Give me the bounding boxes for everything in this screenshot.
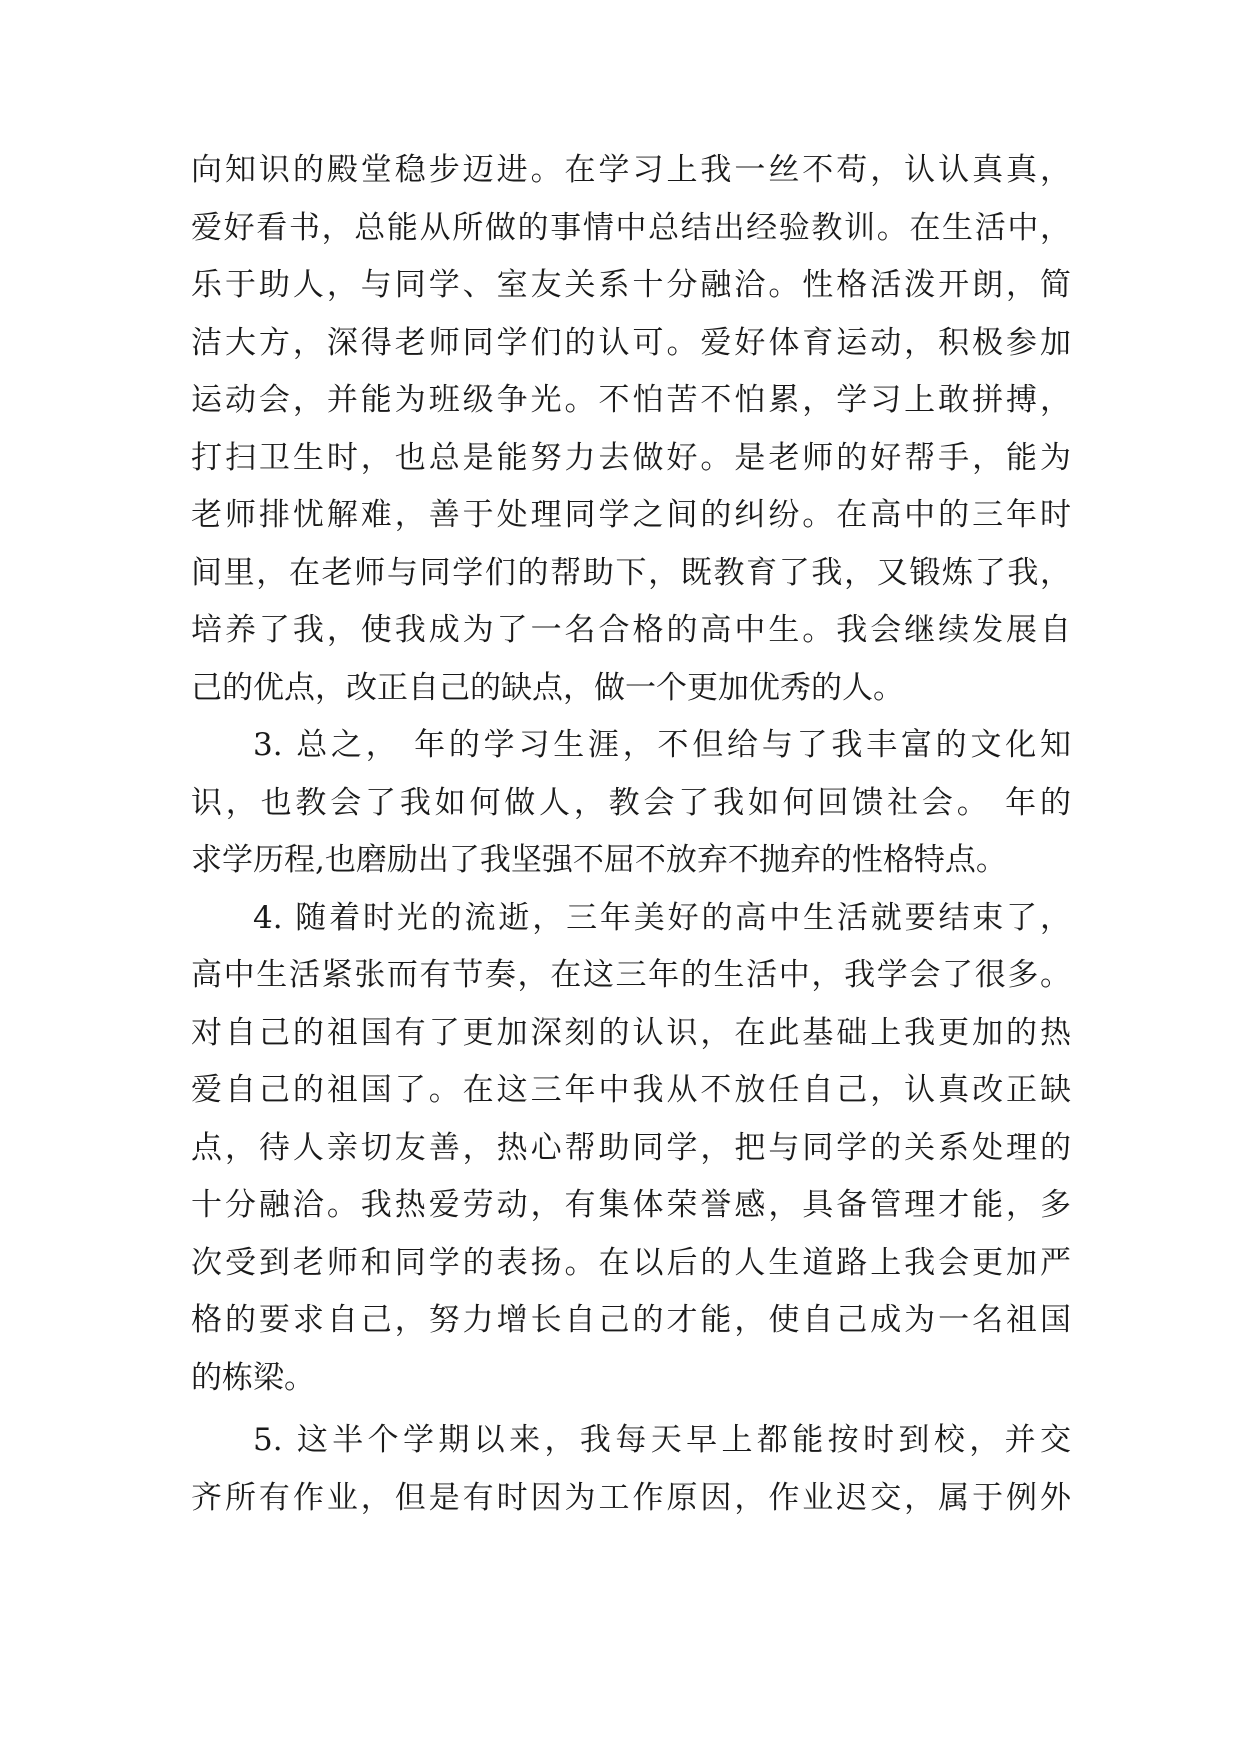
paragraph-3 — [191, 717, 1071, 890]
paragraph-4 — [191, 890, 1071, 1408]
text-line: 5. 这半个学期以来，我每天早上都能按时到校，并交 — [253, 1422, 1071, 1458]
text-line: 向知识的殿堂稳步迈进。在学习上我一丝不苟，认认真真， — [191, 152, 1071, 188]
text-line: 十分融洽。我热爱劳动，有集体荣誉感，具备管理才能，多 — [191, 1187, 1071, 1223]
text-line: 爱好看书，总能从所做的事情中总结出经验教训。在生活中， — [191, 209, 1071, 246]
text-line: 高中生活紧张而有节奏，在这三年的生活中，我学会了很多。 — [191, 957, 1071, 993]
text-line: 3. 总之， 年的学习生涯，不但给与了我丰富的文化知 — [253, 727, 1071, 763]
text-line: 点，待人亲切友善，热心帮助同学，把与同学的关系处理的 — [191, 1129, 1071, 1166]
text-line: 识，也教会了我如何做人，教会了我如何回馈社会。 年的 — [191, 784, 1071, 821]
text-line: 齐所有作业，但是有时因为工作原因，作业迟交，属于例外 — [191, 1479, 1071, 1516]
text-line: 培养了我，使我成为了一名合格的高中生。我会继续发展自 — [191, 612, 1071, 648]
text-line: 运动会，并能为班级争光。不怕苦不怕累，学习上敢拼搏， — [191, 382, 1071, 418]
text-line: 格的要求自己，努力增长自己的才能，使自己成为一名祖国 — [191, 1302, 1071, 1338]
paragraph-continuation — [191, 142, 1071, 717]
text-line: 求学历程,也磨励出了我坚强不屈不放弃不抛弃的性格特点。 — [191, 842, 1007, 878]
paragraph-5 — [191, 1412, 1071, 1527]
text-line: 己的优点，改正自己的缺点，做一个更加优秀的人。 — [191, 669, 904, 706]
text-line: 洁大方，深得老师同学们的认可。爱好体育运动，积极参加 — [191, 324, 1071, 361]
text-line: 老师排忧解难，善于处理同学之间的纠纷。在高中的三年时 — [191, 497, 1071, 533]
text-line: 爱自己的祖国了。在这三年中我从不放任自己，认真改正缺 — [191, 1072, 1071, 1108]
text-line: 间里，在老师与同学们的帮助下，既教育了我，又锻炼了我， — [191, 554, 1071, 591]
text-line: 4. 随着时光的流逝，三年美好的高中生活就要结束了， — [253, 899, 1071, 936]
text-line: 打扫卫生时，也总是能努力去做好。是老师的好帮手，能为 — [191, 439, 1071, 476]
text-line: 的栋梁。 — [191, 1359, 315, 1396]
document-body — [191, 142, 1071, 1527]
text-line: 次受到老师和同学的表扬。在以后的人生道路上我会更加严 — [191, 1244, 1071, 1281]
text-line: 对自己的祖国有了更加深刻的认识，在此基础上我更加的热 — [191, 1014, 1071, 1051]
text-line: 乐于助人，与同学、室友关系十分融洽。性格活泼开朗，简 — [191, 267, 1071, 303]
